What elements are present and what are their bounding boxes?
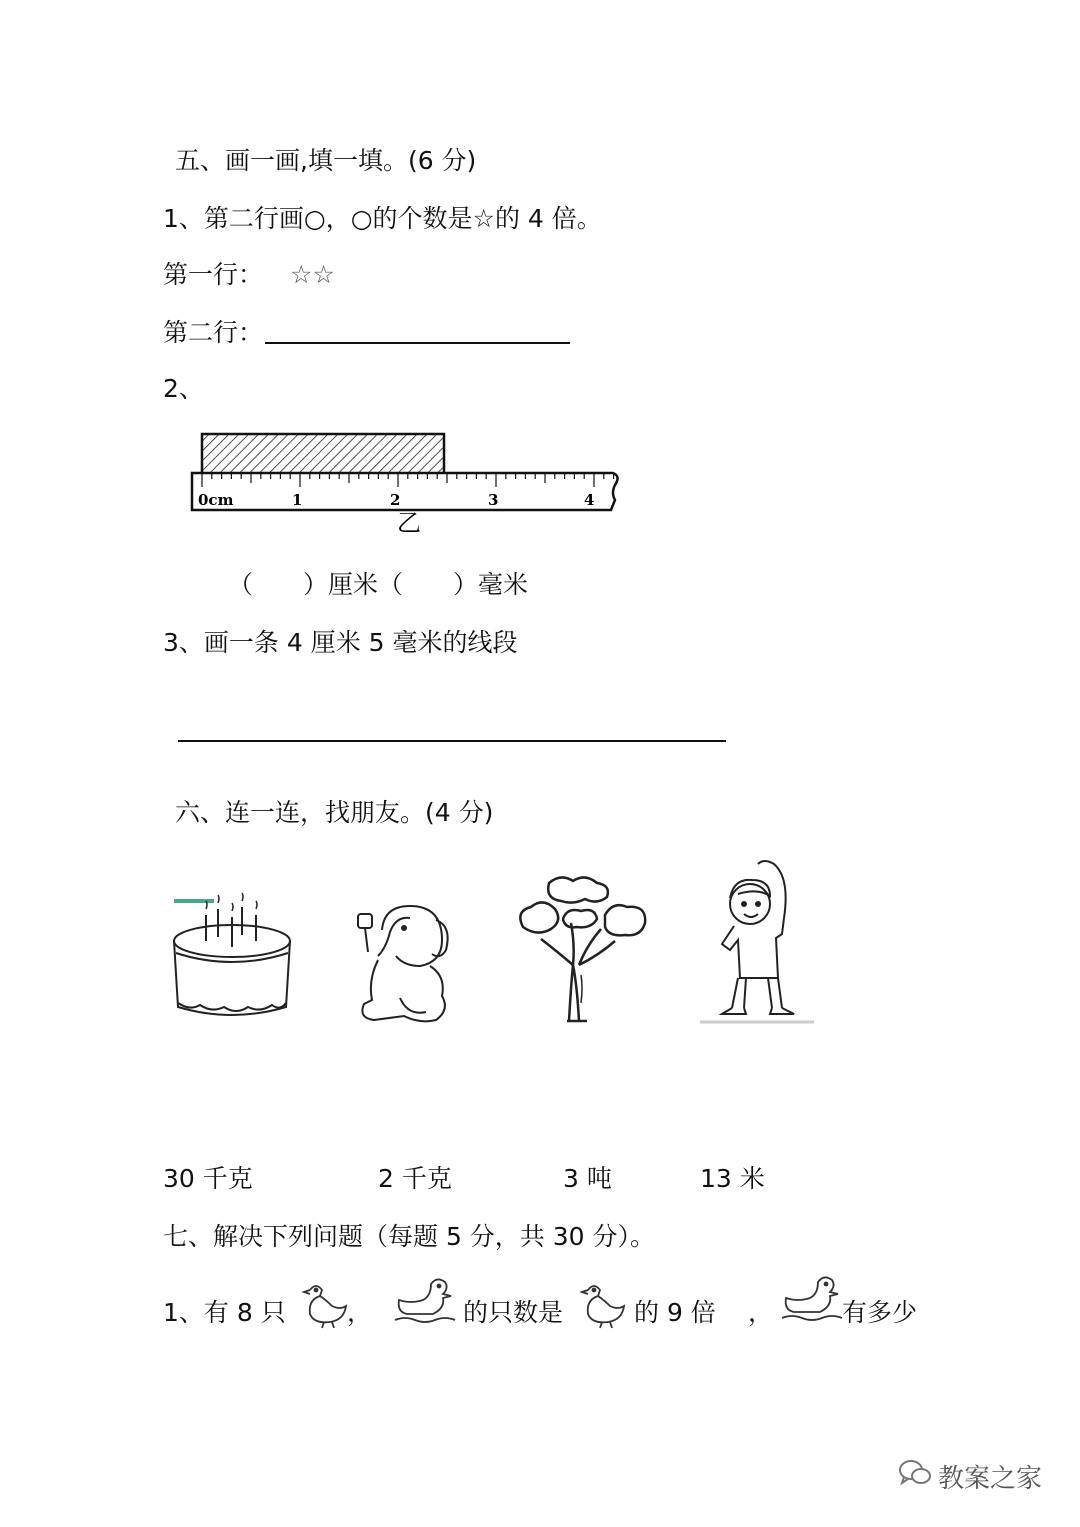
ruler-tick-label-2: 2: [390, 491, 401, 509]
value-30kg[interactable]: 30 千克: [163, 1164, 253, 1193]
ruler-caption: 乙: [397, 509, 421, 537]
ruler-tick-label-4: 4: [584, 491, 595, 509]
ruler-tick-label-3: 3: [488, 491, 499, 509]
hatched-bar: [202, 434, 444, 474]
value-13m[interactable]: 13 米: [700, 1164, 765, 1193]
ruler-tick-label-0: 0cm: [198, 491, 234, 509]
row1-label: 第一行：: [163, 260, 264, 289]
cake-picture[interactable]: [170, 895, 300, 1027]
q7-1-part4: 有多少: [842, 1298, 918, 1327]
duck-icon: [393, 1276, 459, 1328]
value-3t[interactable]: 3 吨: [563, 1164, 612, 1193]
watermark: 教案之家: [938, 1464, 1043, 1494]
q7-1-part3: 的 9 倍: [634, 1298, 716, 1327]
q2-label: 2、: [163, 374, 204, 403]
elephant-picture[interactable]: [350, 900, 455, 1028]
q7-1-sep1: ，: [347, 1298, 373, 1327]
q3-answer-line[interactable]: [178, 740, 726, 742]
ruler-figure: [185, 428, 625, 540]
chicken-icon: [578, 1280, 628, 1330]
tree-picture[interactable]: [515, 875, 650, 1025]
q7-1-part1: 1、有 8 只: [163, 1298, 286, 1327]
q1-prompt: 1、第二行画○，○的个数是☆的 4 倍。: [163, 204, 602, 233]
row2-answer-line[interactable]: [265, 342, 570, 344]
row1-stars: ☆☆: [290, 260, 335, 289]
chicken-icon: [300, 1280, 350, 1330]
row2-label: 第二行：: [163, 318, 264, 347]
duck-icon: [780, 1274, 846, 1326]
section-7-title: 七、解决下列问题（每题 5 分，共 30 分）。: [163, 1222, 656, 1251]
q3-prompt: 3、画一条 4 厘米 5 毫米的线段: [163, 628, 518, 657]
section-5-title: 五、画一画,填一填。(6 分): [175, 146, 477, 175]
ruler-tick-label-1: 1: [292, 491, 303, 509]
boy-picture[interactable]: [698, 858, 816, 1026]
q2-answer: （ ）厘米（ ）毫米: [228, 570, 529, 599]
ruler-body: [192, 473, 618, 510]
section-6-title: 六、连一连，找朋友。(4 分): [175, 798, 494, 827]
value-2kg[interactable]: 2 千克: [378, 1164, 452, 1193]
q7-1-part2: 的只数是: [463, 1298, 564, 1327]
wechat-icon: [898, 1458, 932, 1488]
q7-1-sep2: ，: [748, 1298, 774, 1327]
